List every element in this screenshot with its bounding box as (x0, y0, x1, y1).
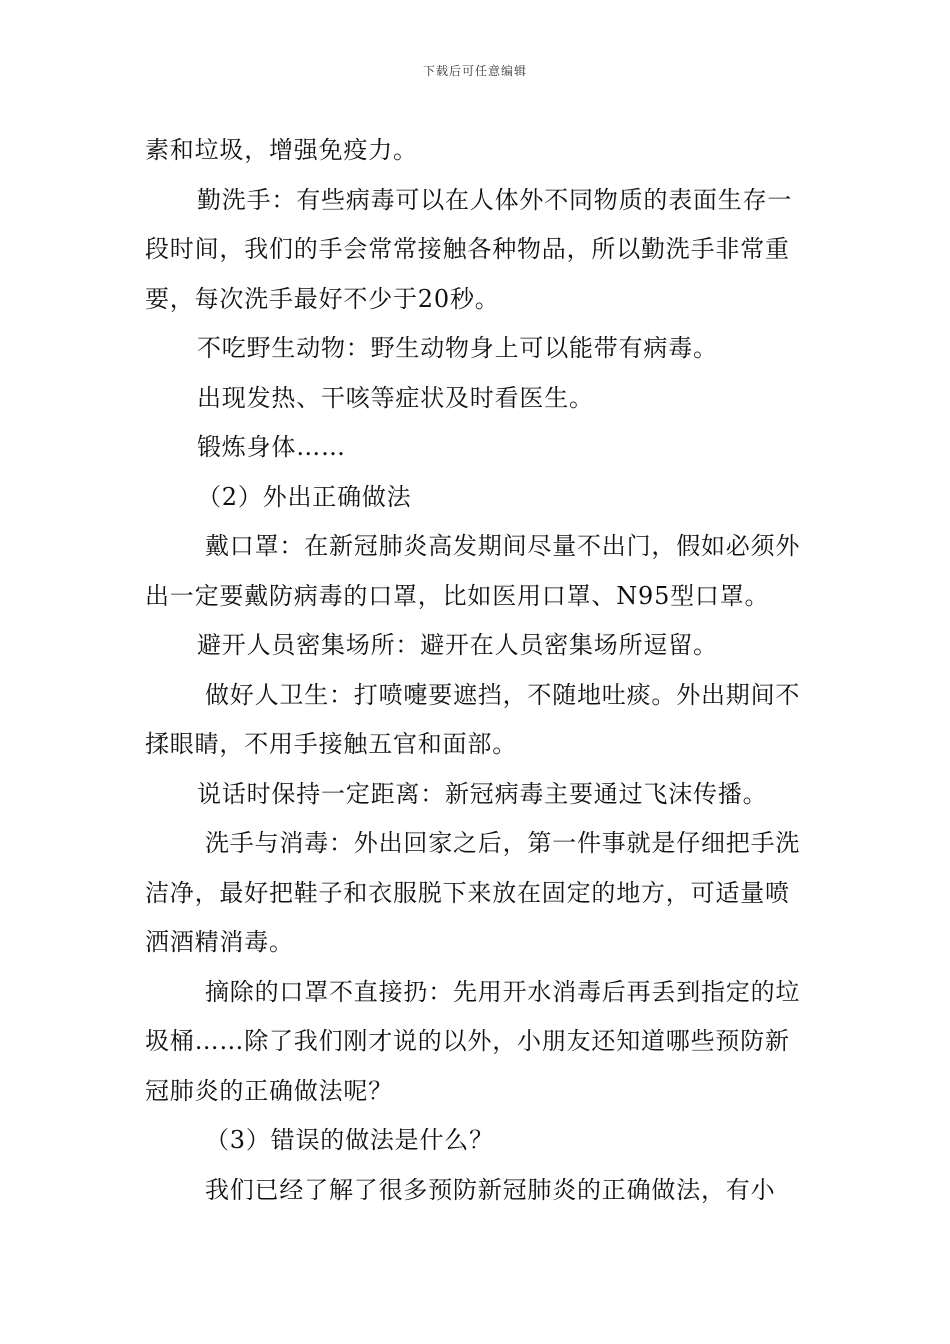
paragraph-wash-hands: 勤洗手：有些病毒可以在人体外不同物质的表面生存一段时间，我们的手会常常接触各种物品，所以勤洗手非常重要，每次洗手最好不少于20秒。 (145, 185, 793, 313)
paragraph-keep-distance: 说话时保持一定距离：新冠病毒主要通过飞沫传播。 (197, 779, 768, 808)
document-body (145, 126, 809, 1215)
paragraph-personal-hygiene: 做好人卫生：打喷嚏要遮挡，不随地吐痰。外出期间不揉眼睛，不用手接触五官和面部。 (145, 680, 801, 758)
page-header: 下载后可任意编辑 (422, 64, 527, 78)
paragraph-summary: 我们已经了解了很多预防新冠肺炎的正确做法，有小 (205, 1175, 776, 1204)
paragraph-wear-mask: 戴口罩：在新冠肺炎高发期间尽量不出门，假如必须外出一定要戴防病毒的口罩，比如医用口罩、N95型口罩。 (145, 532, 801, 610)
section-heading-3: （3）错误的做法是什么？ (205, 1126, 494, 1154)
section-heading-2: （2）外出正确做法 (197, 482, 412, 511)
paragraph-see-doctor: 出现发热、干咳等症状及时看医生。 (197, 383, 594, 412)
paragraph-mask-disposal: 摘除的口罩不直接扔：先用开水消毒后再丢到指定的垃圾桶……除了我们刚才说的以外，小朋友还知道哪些预防新冠肺炎的正确做法呢？ (145, 977, 801, 1105)
paragraph-continuation: 素和垃圾，增强免疫力。 (145, 136, 418, 164)
paragraph-avoid-crowds: 避开人员密集场所：避开在人员密集场所逗留。 (197, 631, 718, 659)
paragraph-exercise: 锻炼身体…… (197, 433, 346, 461)
paragraph-wash-disinfect: 洗手与消毒：外出回家之后，第一件事就是仔细把手洗洁净，最好把鞋子和衣服脱下来放在固定的地方，可适量喷洒酒精消毒。 (145, 829, 801, 956)
paragraph-wild-animals: 不吃野生动物：野生动物身上可以能带有病毒。 (197, 334, 718, 362)
